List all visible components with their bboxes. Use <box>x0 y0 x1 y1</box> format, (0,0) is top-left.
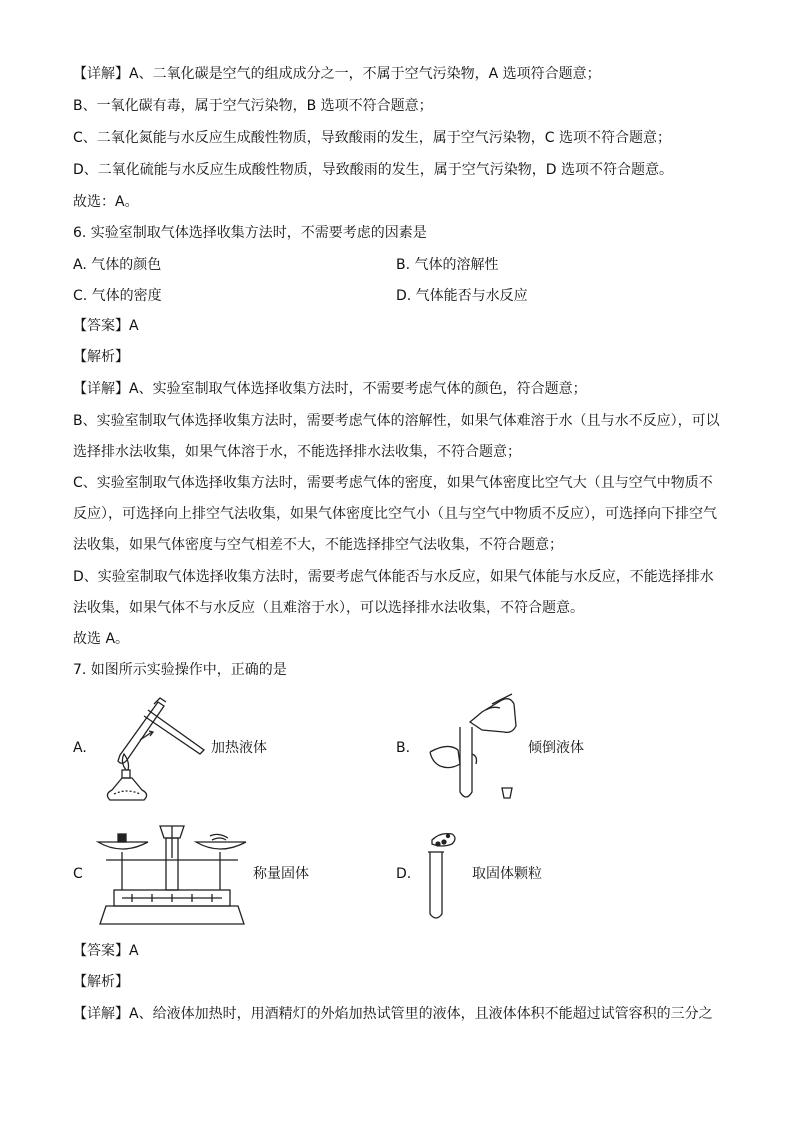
q7-caption-d: 取固体颗粒 <box>472 866 542 882</box>
q6-detail-4: C、实验室制取气体选择收集方法时，需要考虑气体的密度，如果气体密度比空气大（且与空气中物质不 <box>73 475 713 491</box>
q7-label-d: D. <box>396 866 412 882</box>
q6-detail-1: 【详解】A、实验室制取气体选择收集方法时，不需要考虑气体的颜色，符合题意； <box>73 381 587 397</box>
q5-detail-c: C、二氧化氮能与水反应生成酸性物质，导致酸雨的发生，属于空气污染物，C 选项不符合题意； <box>73 130 671 146</box>
q6-detail-7: D、实验室制取气体选择收集方法时，需要考虑气体能否与水反应，如果气体能与水反应，不能选择排水 <box>73 569 714 585</box>
q6-analysis-heading: 【解析】 <box>73 349 129 365</box>
weighing-balance-figure <box>92 818 252 930</box>
q6-detail-6: 法收集，如果气体密度与空气相差不大，不能选择排空气法收集，不符合题意； <box>73 537 563 553</box>
q6-choice: 故选 A。 <box>73 631 130 647</box>
q6-detail-8: 法收集，如果气体不与水反应（且难溶于水），可以选择排水法收集，不符合题意。 <box>73 600 584 616</box>
q6-option-c: C. 气体的密度 <box>73 288 162 304</box>
solid-granules-figure <box>418 822 468 922</box>
heating-liquid-figure <box>100 690 210 805</box>
q7-caption-c: 称量固体 <box>253 866 309 882</box>
q6-detail-5: 反应），可选择向上排空气法收集，如果气体密度比空气小（且与空气中物质不反应），可选择向下排空气 <box>73 506 717 522</box>
q5-detail-b: B、一氧化碳有毒，属于空气污染物，B 选项不符合题意； <box>73 98 433 114</box>
q6-detail-3: 选择排水法收集，如果气体溶于水，不能选择排水法收集，不符合题意； <box>73 444 521 460</box>
q7-caption-a: 加热液体 <box>211 740 267 756</box>
q6-detail-2: B、实验室制取气体选择收集方法时，需要考虑气体的溶解性，如果气体难溶于水（且与水不反应），可以 <box>73 413 720 429</box>
q7-answer: 【答案】A <box>73 943 139 959</box>
q7-label-a: A. <box>73 740 87 756</box>
q7-analysis-heading: 【解析】 <box>73 974 129 990</box>
q6-answer: 【答案】A <box>73 318 139 334</box>
q5-detail-a: 【详解】A、二氧化碳是空气的组成成分之一，不属于空气污染物，A 选项符合题意； <box>73 66 601 82</box>
q7-detail-1: 【详解】A、给液体加热时，用酒精灯的外焰加热试管里的液体，且液体体积不能超过试管容积的三分之 <box>73 1006 713 1022</box>
q5-choice: 故选：A。 <box>73 194 139 210</box>
pouring-liquid-figure <box>420 692 530 807</box>
q7-label-c: C <box>73 866 83 882</box>
q6-stem: 6. 实验室制取气体选择收集方法时，不需要考虑的因素是 <box>73 225 427 241</box>
q6-option-a: A. 气体的颜色 <box>73 257 162 273</box>
q5-detail-d: D、二氧化硫能与水反应生成酸性物质，导致酸雨的发生，属于空气污染物，D 选项不符合题意。 <box>73 162 674 178</box>
q6-option-b: B. 气体的溶解性 <box>396 257 499 273</box>
q7-label-b: B. <box>396 740 411 756</box>
q6-option-d: D. 气体能否与水反应 <box>396 288 528 304</box>
q7-caption-b: 倾倒液体 <box>528 740 584 756</box>
q7-stem: 7. 如图所示实验操作中，正确的是 <box>73 662 287 678</box>
